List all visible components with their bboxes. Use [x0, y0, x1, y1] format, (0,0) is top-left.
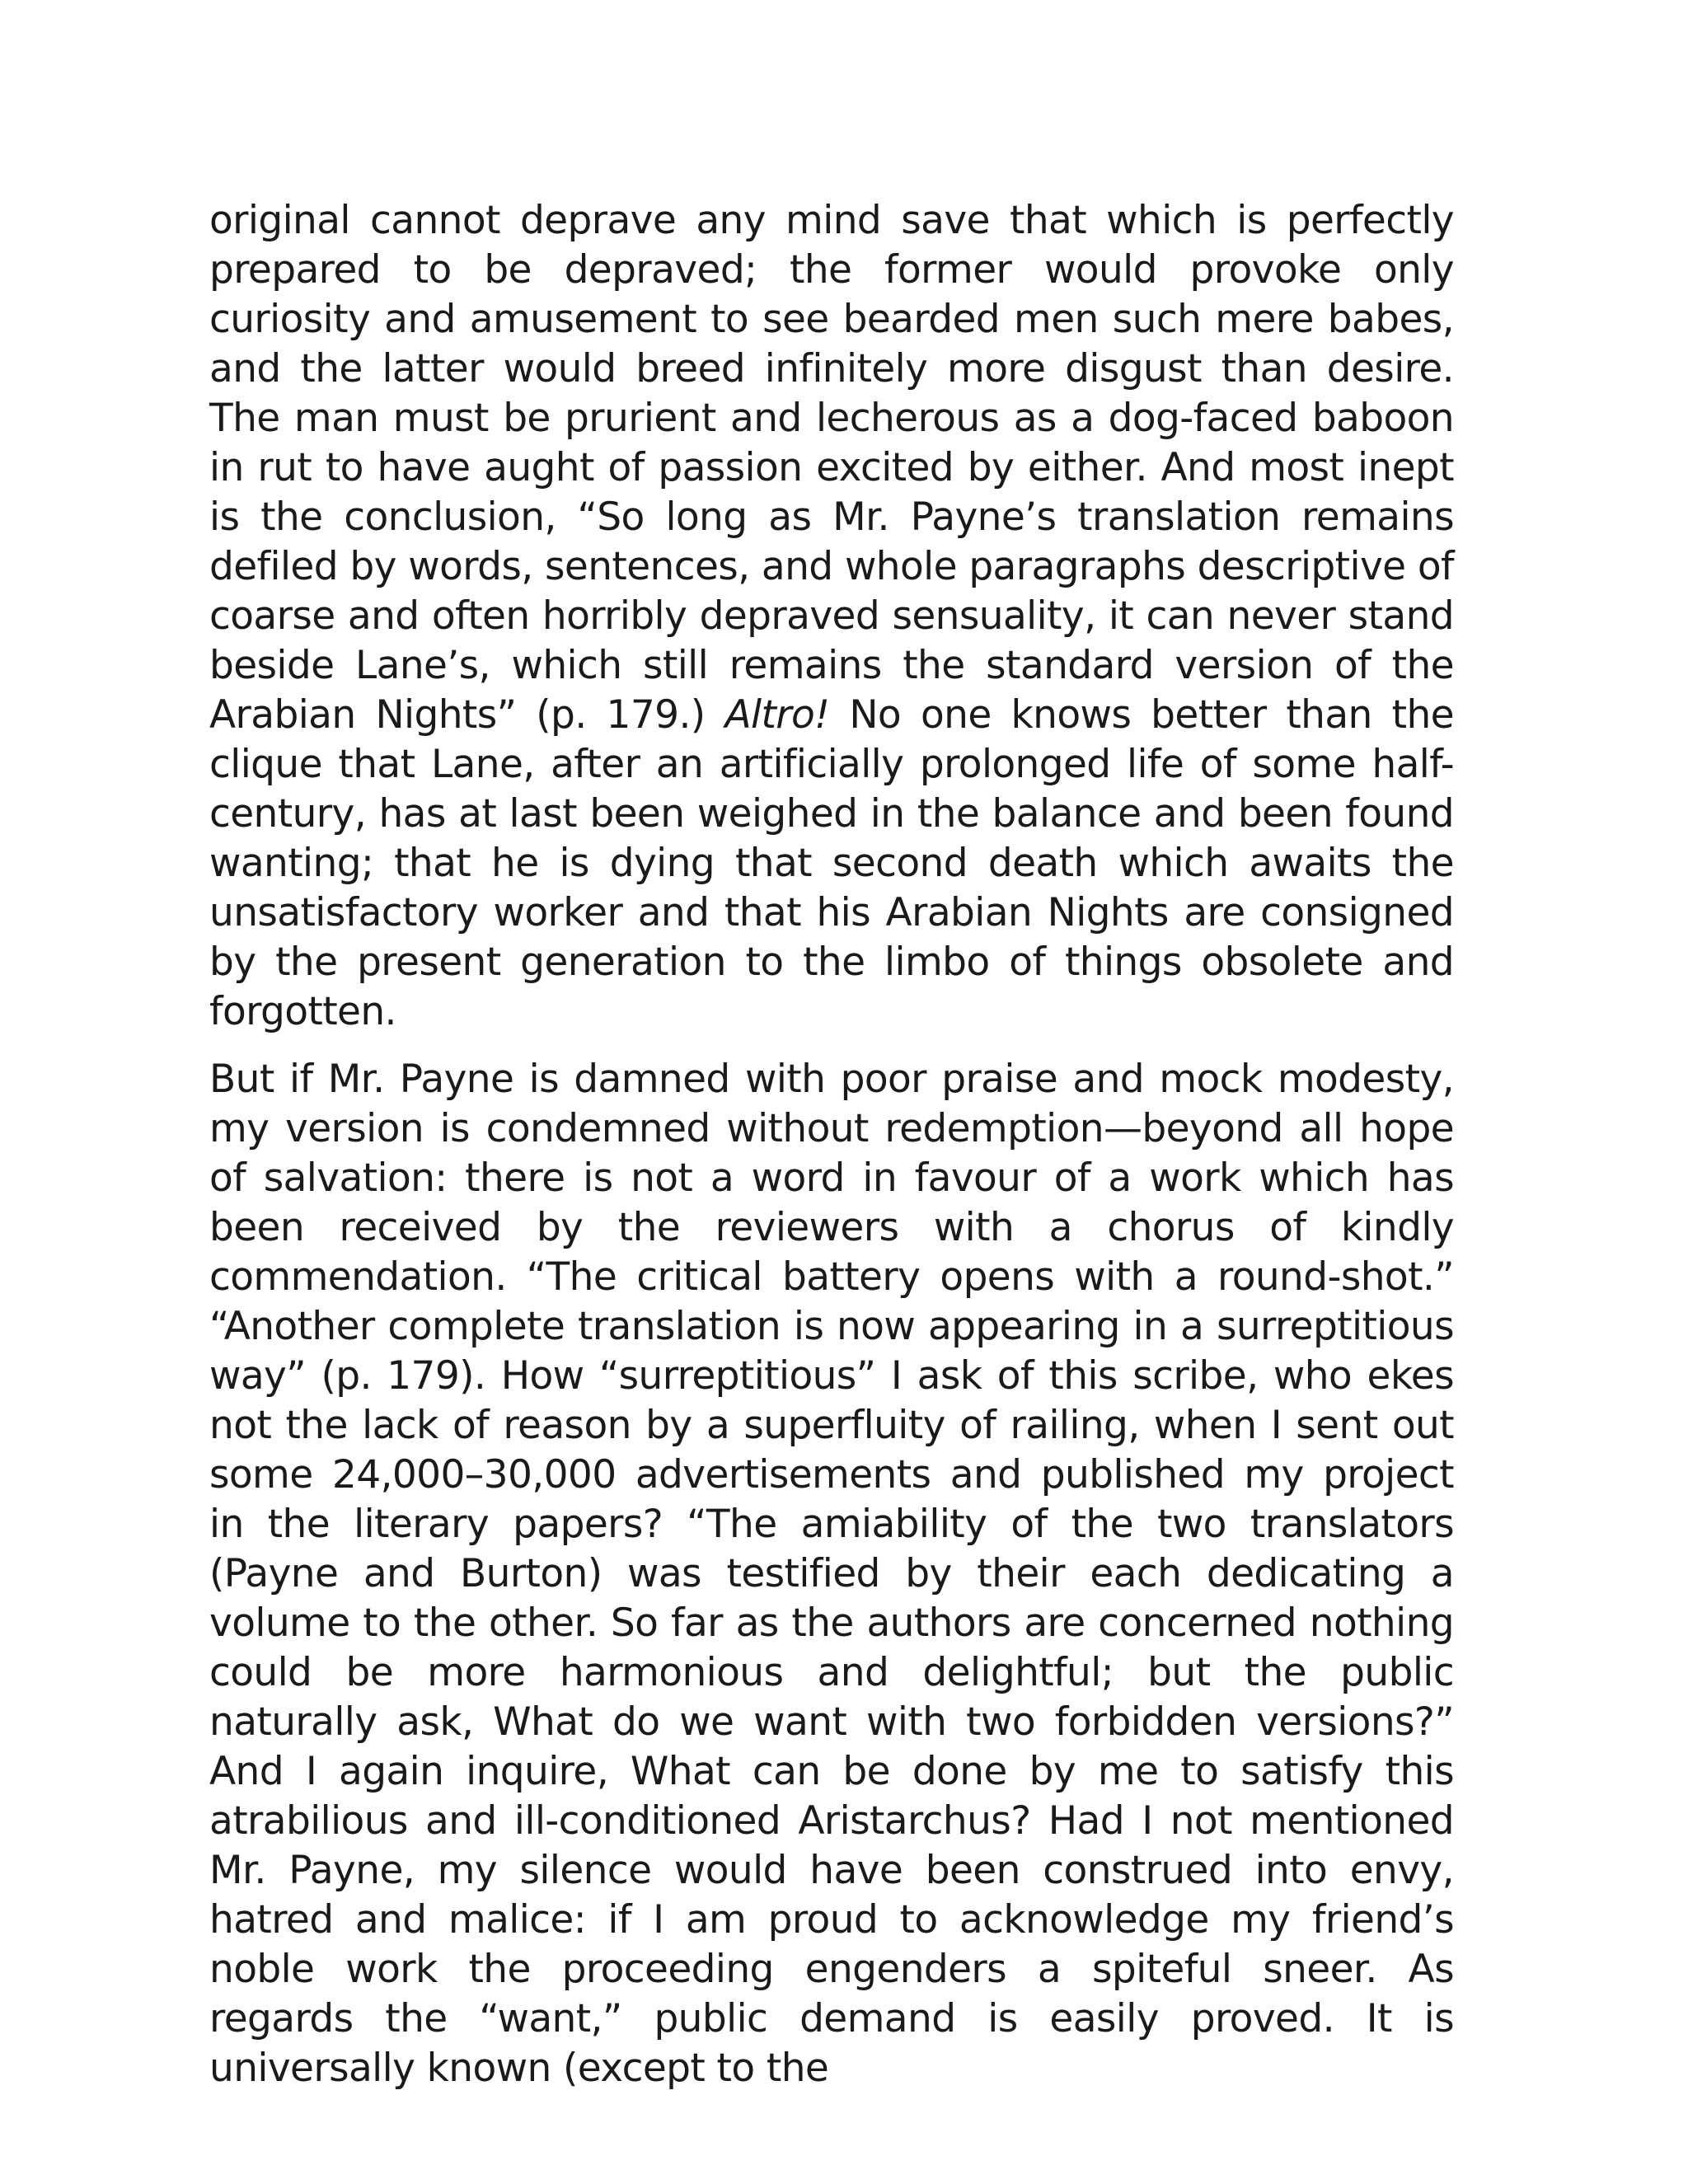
paragraph-1: [209, 196, 1454, 1037]
paragraph-2: But if Mr. Payne is damned with poor praise and mock modesty, my version is condemned without redemption—beyond all hope of salvation: there is not a word in favour of a work which has been received by the reviewers with a chorus of kindly commendation. “The critical battery opens with a round-shot.” “Another complete translation is now appearing in a surreptitious way” (p. 179). How “surreptitious” I ask of this scribe, who ekes not the lack of reason by a superfluity of railing, when I sent out some 24,000–30,000 advertisements and published my project in the literary papers? “The amiability of the two translators (Payne and Burton) was testified by their each dedicating a volume to the other. So far as the authors are concerned nothing could be more harmonious and delightful; but the public naturally ask, What do we want with two forbidden versions?” And I again inquire, What can be done by me to satisfy this atrabilious and ill-conditioned Aristarchus? Had I not mentioned Mr. Payne, my silence would have been construed into envy, hatred and malice: if I am proud to acknowledge my friend’s noble work the proceeding engenders a spiteful sneer. As regards the “want,” public demand is easily proved. It is universally known (except to the: [209, 1057, 1454, 2091]
document-page: [209, 196, 1454, 2111]
paragraph-1-italic-word: Altro!: [724, 692, 830, 738]
paragraph-1-text-end: No one knows better than the clique that Lane, after an artificially prolonged life of some half-century, has at last been weighed in the balance and been found wanting; that he is dying that second death which awaits the unsatisfactory worker and that his Arabian Nights are consigned by the present generation to the limbo of things obsolete and forgotten.: [209, 692, 1454, 1034]
paragraph-1-text-start: original cannot deprave any mind save that which is perfectly prepared to be depraved; the former would provoke only curiosity and amusement to see bearded men such mere babes, and the latter would breed infinitely more disgust than desire. The man must be prurient and lecherous as a dog-faced baboon in rut to have aught of passion excited by either. And most inept is the conclusion, “So long as Mr. Payne’s translation remains defiled by words, sentences, and whole paragraphs descriptive of coarse and often horribly depraved sensuality, it can never stand beside Lane’s, which still remains the standard version of the Arabian Nights” (p. 179.): [209, 198, 1454, 738]
